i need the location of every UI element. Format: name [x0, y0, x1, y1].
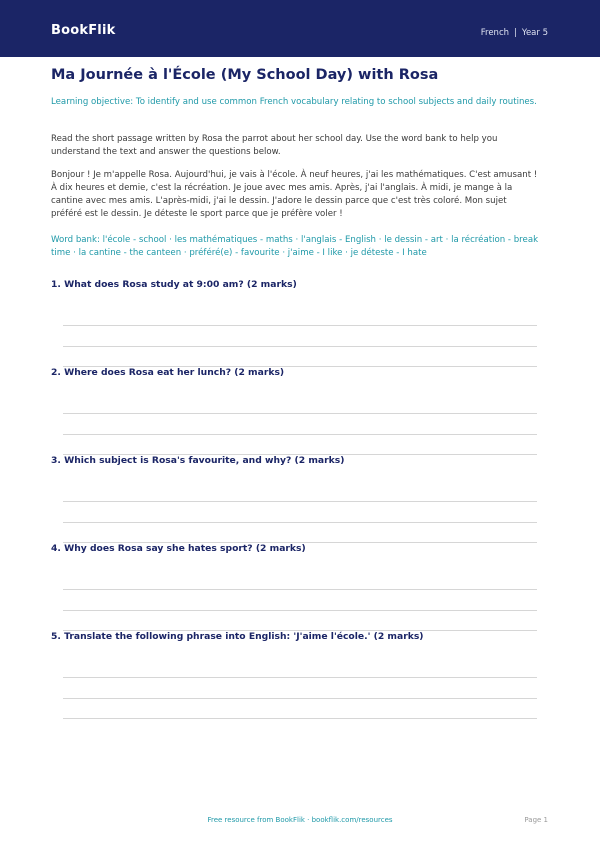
- word-bank: Word bank: l'école - school · les mathématiques - maths · l'anglais - English · le dessin - art · la récréation - break time · la cantine - the canteen · préféré(e) - favourite · j'aime - I like · je déteste - I hate: [51, 235, 539, 258]
- reading-passage: Bonjour ! Je m'appelle Rosa. Aujourd'hui, je vais à l'école. À neuf heures, j'ai les mathématiques. C'est amusant ! À dix heures et demie, c'est la récréation. Je joue avec mes amis. Après, j'ai l'anglais. À midi, je mange à la cantine avec mes amis. L'après-midi, j'ai le dessin. J'adore le dessin parce que c'est très coloré. Mon sujet préféré est le dessin. Je déteste le sport parce que je préfère voler !: [51, 170, 538, 219]
- question-3: 3. Which subject is Rosa's favourite, and why? (2 marks): [51, 455, 345, 466]
- answer-line[interactable]: [63, 325, 537, 326]
- answer-line[interactable]: [63, 434, 537, 435]
- answer-line[interactable]: [63, 677, 537, 678]
- learning-objective: Learning objective: To identify and use common French vocabulary relating to school subjects and daily routines.: [51, 97, 537, 107]
- question-4: 4. Why does Rosa say she hates sport? (2 marks): [51, 543, 306, 554]
- answer-line[interactable]: [63, 718, 537, 719]
- header-meta: [481, 28, 548, 38]
- answer-line[interactable]: [63, 589, 537, 590]
- meta-separator: |: [514, 28, 517, 38]
- brand-logo[interactable]: BookFlik: [51, 23, 116, 38]
- answer-line[interactable]: [63, 501, 537, 502]
- answer-line[interactable]: [63, 698, 537, 699]
- year-label: Year 5: [521, 28, 548, 38]
- instructions: Read the short passage written by Rosa the parrot about her school day. Use the word bank to help you understand the text and answer the questions below.: [51, 134, 498, 157]
- subject-label: French: [480, 28, 510, 38]
- question-2: 2. Where does Rosa eat her lunch? (2 marks): [51, 367, 285, 378]
- footer-credit[interactable]: Free resource from BookFlik · bookflik.com/resources: [207, 816, 393, 824]
- answer-line[interactable]: [63, 610, 537, 611]
- page-number: Page 1: [524, 816, 548, 824]
- answer-line[interactable]: [63, 522, 537, 523]
- answer-line[interactable]: [63, 413, 537, 414]
- question-1: 1. What does Rosa study at 9:00 am? (2 marks): [51, 279, 297, 290]
- question-5: 5. Translate the following phrase into English: 'J'aime l'école.' (2 marks): [51, 631, 424, 642]
- answer-line[interactable]: [63, 346, 537, 347]
- header-bar: [0, 0, 600, 57]
- page-title: Ma Journée à l'École (My School Day) with Rosa: [51, 67, 439, 83]
